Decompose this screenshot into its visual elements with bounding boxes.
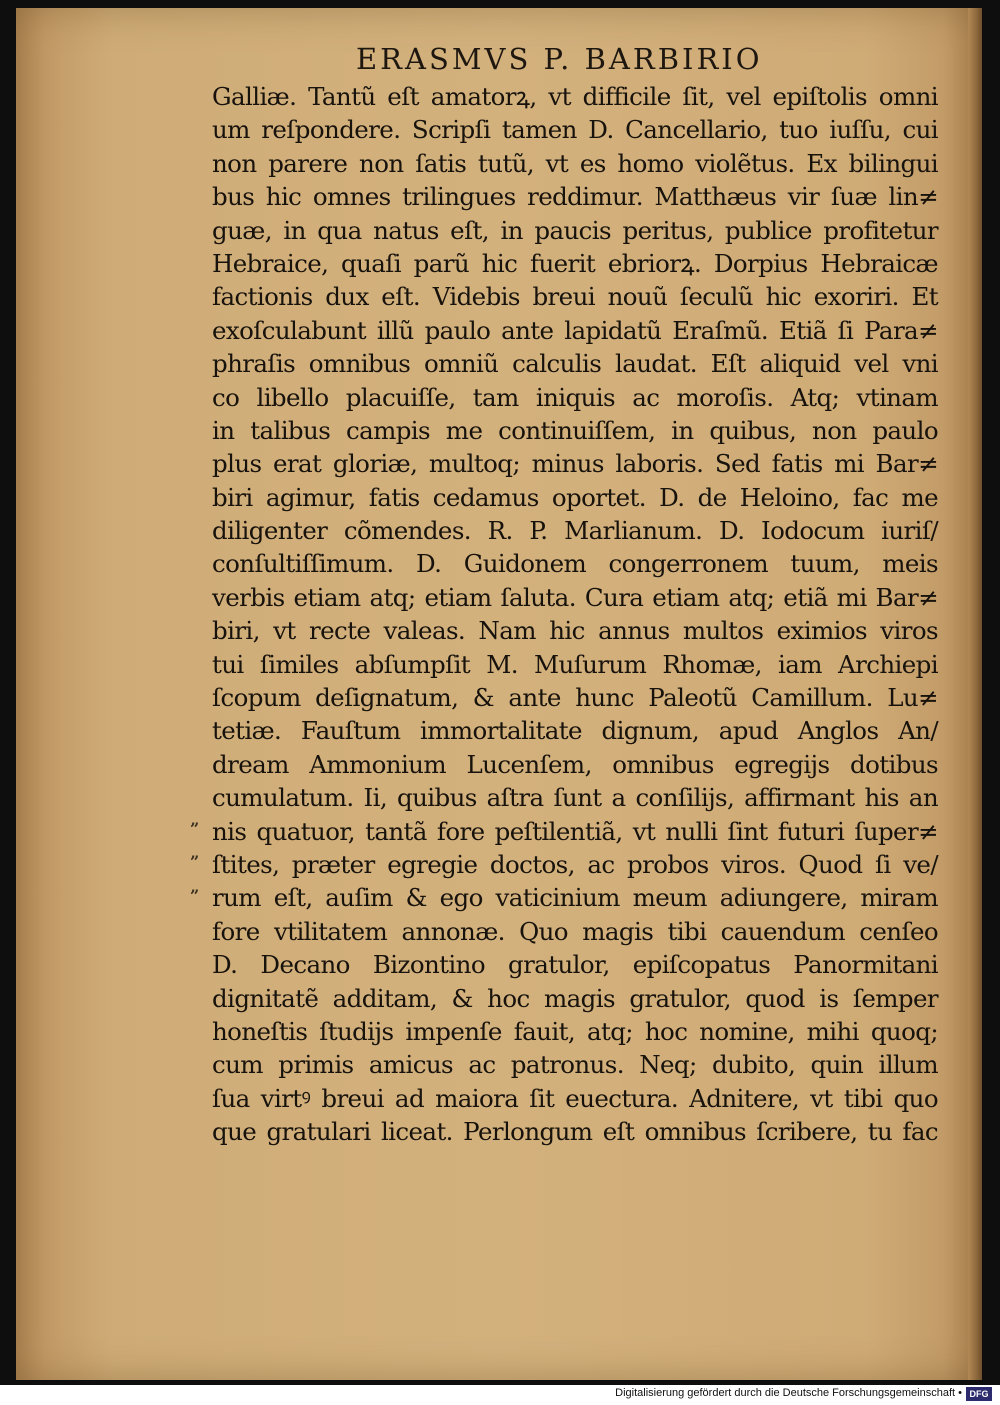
text-line: um reſpondere. Scripſi tamen D. Cancellario, tuo iuſſu, cui (212, 115, 938, 145)
margin-marks (190, 812, 220, 912)
text-line: biri agimur, fatis cedamus oportet. D. de Heloino, fac me (212, 482, 938, 512)
text-line: Galliæ. Tantũ eſt amatorꝝ, vt difficile ſit, vel epiſtolis omni (212, 82, 938, 111)
text-line: guæ, in qua natus eſt, in paucis peritus, publice profitetur (212, 215, 938, 245)
footer-bar (0, 1385, 1000, 1405)
text-line: tetiæ. Fauſtum immortalitate dignum, apud Anglos An/ (212, 716, 938, 746)
text-line: verbis etiam atq; etiam ſaluta. Cura etiam atq; etiã mi Bar≠ (212, 582, 938, 612)
text-line: bus hic omnes trilingues reddimur. Matthæus vir ſuæ lin≠ (212, 182, 938, 212)
text-line: phraſis omnibus omniũ calculis laudat. Eſt aliquid vel vni (212, 349, 938, 379)
text-line: fore vtilitatem annonæ. Quo magis tibi cauendum cenſeo (212, 916, 938, 946)
text-line: plus erat gloriæ, multoq; minus laboris. Sed fatis mi Bar≠ (212, 449, 938, 479)
text-line: non parere non ſatis tutũ, vt es homo violẽtus. Ex bilingui (212, 148, 938, 178)
text-line: biri, vt recte valeas. Nam hic annus multos eximios viros (212, 616, 938, 646)
margin-quote-mark: ” (190, 885, 200, 905)
footer-credit: Digitalisierung gefördert durch die Deutsche Forschungsgemeinschaft • (615, 1387, 962, 1399)
text-line: in talibus campis me continuiſſem, in quibus, non paulo (212, 415, 938, 445)
text-line: factionis dux eſt. Videbis breui nouũ ſeculũ hic exoriri. Et (212, 282, 938, 312)
text-line: cum primis amicus ac patronus. Neq; dubito, quin illum (212, 1050, 938, 1080)
text-line: dignitatẽ additam, & hoc magis gratulor, quod is ſemper (212, 983, 938, 1013)
text-line: ſtites, præter egregie doctos, ac probos viros. Quod ſi ve/ (212, 849, 938, 879)
text-line: que gratulari liceat. Perlongum eſt omnibus ſcribere, tu fac (212, 1117, 938, 1147)
margin-quote-mark: ” (190, 819, 200, 838)
text-line: nis quatuor, tantã fore peſtilentiã, vt nulli ſint futuri ſuper≠ (212, 816, 938, 846)
page-edge (968, 8, 982, 1380)
text-line: rum eſt, auſim & ego vaticinium meum adiungere, miram (212, 883, 938, 913)
text-line: Hebraice, quaſi parũ hic fuerit ebriorꝝ. Dorpius Hebraicæ (212, 248, 938, 278)
text-line: conſultiſſimum. D. Guidonem congerronem tuum, meis (212, 549, 938, 579)
text-line: diligenter cõmendes. R. P. Marlianum. D. Iodocum iuriſ/ (212, 516, 938, 546)
body-text (212, 80, 938, 1149)
text-line: exoſculabunt illũ paulo ante lapidatũ Eraſmũ. Etiã ſi Para≠ (212, 315, 938, 345)
text-line: D. Decano Bizontino gratulor, epiſcopatus Panormitani (212, 950, 938, 980)
text-line: ſua virtꝰ breui ad maiora ſit euectura. Adnitere, vt tibi quo (212, 1083, 938, 1113)
text-line: cumulatum. Ii, quibus aſtra ſunt a conſilijs, affirmant his an (212, 783, 938, 813)
dfg-logo: DFG (966, 1387, 992, 1401)
margin-quote-mark: ” (190, 852, 200, 872)
text-line: ſcopum deſignatum, & ante hunc Paleotũ Camillum. Lu≠ (212, 683, 938, 713)
text-line: dream Ammonium Lucenſem, omnibus egregijs dotibus (212, 749, 938, 779)
running-head: ERASMVS P. BARBIRIO (356, 42, 763, 76)
text-line: honeſtis ſtudijs impenſe fauit, atq; hoc nomine, mihi quoq; (212, 1016, 938, 1046)
text-line: tui ſimiles abſumpſit M. Muſurum Rhomæ, iam Archiepi (212, 649, 938, 679)
text-line: co libello placuiſſe, tam iniquis ac moroſis. Atq; vtinam (212, 382, 938, 412)
